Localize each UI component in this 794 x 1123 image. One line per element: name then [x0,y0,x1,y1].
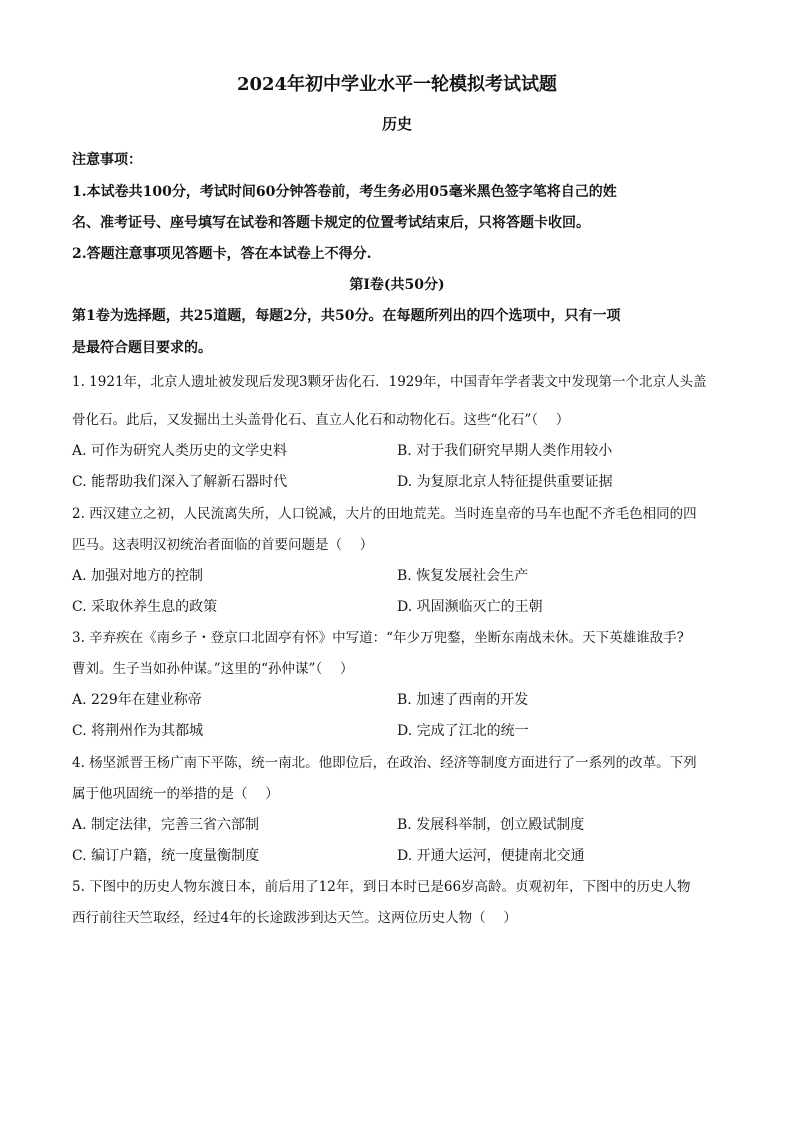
question-1-option-b: B. 对于我们研究早期人类作用较小 [397,443,613,459]
question-2-option-d: D. 巩固濒临灭亡的王朝 [397,599,543,615]
question-5-line-2: 西行前往天竺取经，经过4年的长途跋涉到达天竺。这两位历史人物（ ） [72,910,517,926]
section-intro-line-1: 第1卷为选择题，共25道题，每题2分，共50分。在每题所列出的四个选项中，只有一项 [72,308,621,324]
section-intro-line-2: 是最符合题目要求的。 [72,340,212,356]
question-3-line-2: 曹刘。生子当如孙仲谋。”这里的“孙仲谋”（ ） [72,661,354,677]
question-1-line-1: 1. 1921年，北京人遗址被发现后发现3颗牙齿化石．1929年，中国青年学者裴文中发现第一个北京人头盖 [72,374,707,390]
exam-title: 2024年初中学业水平一轮模拟考试试题 [236,74,558,95]
subject-title: 历史 [381,115,412,133]
question-2-option-a: A. 加强对地方的控制 [72,568,204,584]
question-3-option-c: C. 将荆州作为其都城 [72,723,204,739]
question-2-option-b: B. 恢复发展社会生产 [397,568,529,584]
question-1-option-d: D. 为复原北京人特征提供重要证据 [397,474,613,490]
question-1-line-2: 骨化石。此后，又发掘出土头盖骨化石、直立人化石和动物化石。这些“化石”（ ） [72,412,570,428]
question-1-option-a: A. 可作为研究人类历史的文学史料 [72,443,288,459]
question-4-option-c: C. 编订户籍，统一度量衡制度 [72,848,260,864]
question-2-line-1: 2. 西汉建立之初，人民流离失所，人口锐减，大片的田地荒芜。当时连皇帝的马车也配不齐毛色相同的四 [72,506,697,522]
section-title: 第Ⅰ卷(共50分) [349,277,445,293]
notice-item-2: 2.答题注意事项见答题卡，答在本试卷上不得分. [72,246,372,262]
question-1-option-c: C. 能帮助我们深入了解新石器时代 [72,474,288,490]
question-3-option-a: A. 229年在建业称帝 [72,692,202,708]
question-3-option-b: B. 加速了西南的开发 [397,692,529,708]
question-4-option-b: B. 发展科举制，创立殿试制度 [397,817,585,833]
question-3-line-1: 3. 辛弃疾在《南乡子・登京口北固亭有怀》中写道：“年少万兜鍪，坐断东南战未休。天下英雄谁敌手? [72,630,684,646]
question-4-option-a: A. 制定法律，完善三省六部制 [72,817,260,833]
question-2-line-2: 匹马。这表明汉初统治者面临的首要问题是（ ） [72,537,374,553]
notice-item-1-line-1: 1.本试卷共100分，考试时间60分钟答卷前，考生务必用05毫米黑色签字笔将自己的姓 [72,184,617,200]
notice-heading: 注意事项： [72,152,142,168]
question-2-option-c: C. 采取休养生息的政策 [72,599,218,615]
question-3-option-d: D. 完成了江北的统一 [397,723,529,739]
question-5-line-1: 5. 下图中的历史人物东渡日本，前后用了12年，到日本时已是66岁高龄。贞观初年，下图中的历史人物 [72,879,691,895]
question-4-line-2: 属于他巩固统一的举措的是（ ） [72,786,279,802]
notice-item-1-line-2: 名、准考证号、座号填写在试卷和答题卡规定的位置考试结束后，只将答题卡收回。 [72,215,590,231]
question-4-line-1: 4. 杨坚派晋王杨广南下平陈，统一南北。他即位后，在政治、经济等制度方面进行了一系列的改革。下列 [72,755,697,771]
question-4-option-d: D. 开通大运河，便捷南北交通 [397,848,585,864]
